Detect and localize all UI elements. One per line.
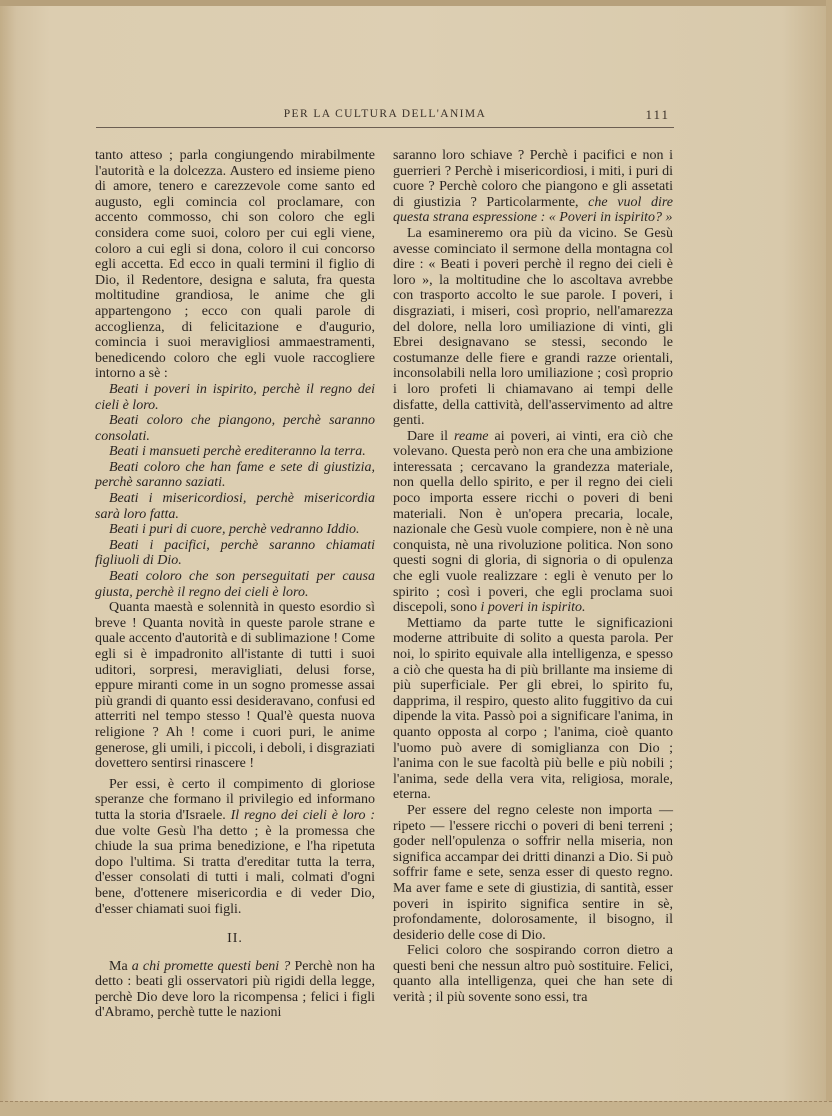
italic-quote: Il regno dei cieli è loro :	[230, 807, 376, 823]
paragraph: La esamineremo ora più da vicino. Se Gesù avesse cominciato il sermone della montagna col dire : « Beati i poveri perchè il regno dei cieli è loro », la moltitudine che lo ascoltava avrebbe con trasporto accolto le sue parole. I poveri, i disgraziati, i miseri, così proprio, nell'amarezza del dolore, nella loro umiliazione di vinti, gli Ebrei designavano se stessi, secondo le costumanze delle fiere e grandi razze orientali, inconsolabili nella loro umiliazione ; così proprio i loro profeti li chiamavano ai tempi delle disfatte, della cattività, dell'asservimento ad altre genti.	[393, 225, 673, 429]
paragraph	[95, 959, 375, 1021]
beatitude-1: Beati i poveri in ispirito, perchè il regno dei cieli è loro.	[95, 381, 375, 413]
paragraph: Felici coloro che sospirando corron dietro a questi beni che nessun altro può sostituire. Felici, quanto alla intelligenza, quei che han sete di verità ; il più sovente sono essi, tra	[393, 943, 673, 1006]
text-run: Ma	[109, 958, 128, 974]
paragraph	[393, 148, 673, 226]
paragraph	[393, 429, 673, 616]
running-header	[96, 108, 674, 124]
text-run: Dare il	[407, 428, 449, 444]
beatitude-8: Beati coloro che son perseguitati per causa giusta, perchè il regno dei cieli è loro.	[95, 569, 375, 600]
paragraph: Quanta maestà e solennità in questo esordio sì breve ! Quanta novità in queste parole strane e quale accento d'autorità e di sublimazione ! Come egli si è impadronito all'istante di tutti i suoi uditori, sorpresi, meravigliati, delusi forse, eppure miranti come in un sogno promesse assai più grandi di quanto essi desideravano, confusi ed atterriti nel tempo stesso ! Qual'è questa nuova religione ? Ah ! come i cuori puri, le anime generose, gli umili, i piccoli, i deboli, i disgraziati dovettero sentirsi rinascere !	[95, 600, 375, 772]
beatitude-6: Beati i puri di cuore, perchè vedranno Iddio.	[109, 522, 360, 538]
italic-question: che vuol dire questa strana espressione : « Poveri in ispirito? »	[393, 194, 673, 226]
beatitude-4: Beati coloro che han fame e sete di giustizia, perchè saranno saziati.	[95, 459, 375, 491]
beatitude-5: Beati i misericordiosi, perchè misericordia sarà loro fatta.	[95, 491, 375, 522]
text-run: due volte Gesù l'ha detto ; è la promessa che chiude la sua prima benedizione, e l'ha ripetuta dopo l'ultima. Si tratta d'ereditar tutta la terra, d'esser consolati di tutti i mali, colmati d'ogni bene, d'ottenere misericordia e di veder Dio, d'esser chiamati suoi figli.	[95, 823, 375, 917]
italic-phrase: i poveri in ispirito.	[480, 600, 586, 616]
page-number: 111	[645, 107, 670, 122]
italic-word: reame	[454, 428, 489, 444]
page-top-edge	[0, 0, 832, 6]
page-right-edge	[826, 0, 832, 1116]
running-title: PER LA CULTURA DELL'ANIMA	[283, 108, 487, 120]
page-bottom-edge	[0, 1101, 832, 1116]
section-heading: II.	[227, 931, 243, 947]
beatitude-3: Beati i mansueti perchè erediteranno la terra.	[109, 444, 366, 460]
text-run: Per essi, è certo il compimento di gloriose speranze che formano il privilegio ed informano tutta la storia d'Israele.	[95, 776, 375, 823]
text-run: ai poveri, ai vinti, era ciò che volevano. Questa però non era che una ambizione interessata ; cercavano la grandezza materiale, non quella dello spirito, e per il regno dei cieli poco importa essere ricchi o poveri di beni materiali. Non è un'opera precaria, locale, nazionale che Gesù vuole compiere, non è nè una conquista, nè una rivoluzione politica. Non sono questi sogni di gloria, di signoria o di opulenza che egli vuole realizzare : egli è venuto per lo spirito ; così i poveri, che egli proclama suoi discepoli, sono	[393, 428, 673, 616]
text-run: Perchè non ha detto : beati gli osservatori più rigidi della legge, perchè Dio deve loro la ricompensa ; felici i figli d'Abramo, perchè tutte le nazioni	[95, 958, 375, 1021]
header-rule	[96, 127, 674, 128]
text-run: saranno loro schiave ? Perchè i pacifici e non i guerrieri ? Perchè i misericordiosi, i miti, i puri di cuore ? Perchè coloro che piangono e gli assetati di giustizia ? Particolarmente,	[393, 148, 673, 210]
paragraph: Mettiamo da parte tutte le significazioni moderne attribuite di solito a questa parola. Per noi, lo spirito equivale alla intelligenza, e spesso a ciò che questa ha di più brillante ma insieme di più superficiale. Per gli ebrei, lo spirito fu, dapprima, il respiro, questo alito fuggitivo da cui dipende la vita. Passò poi a significare l'anima, in quanto opposta al corpo ; l'anima, cioè quanto l'uomo può avere di somiglianza con Dio ; l'anima con le sue facoltà più belle e più nobili ; l'anima, sede della vera vita, religiosa, morale, eterna.	[393, 615, 673, 803]
paragraph	[95, 777, 375, 917]
right-column	[393, 148, 673, 1006]
italic-question: a chi promette questi beni ?	[131, 958, 291, 974]
left-column	[95, 148, 375, 1021]
beatitude-7: Beati i pacifici, perchè saranno chiamati figliuoli di Dio.	[95, 537, 375, 569]
paragraph: tanto atteso ; parla congiungendo mirabilmente l'autorità e la dolcezza. Austero ed insieme pieno di amore, tenero e carezzevole come santo ed augusto, egli comincia col proclamare, con accento commosso, chi son coloro che egli considera come suoi, coloro per cui egli viene, coloro a cui egli si dona, coloro il cui concorso egli accetta. Ed ecco in quali termini il figlio di Dio, il Redentore, designa e saluta, fra questa moltitudine grandiosa, le anime che gli appartengono ; ecco con quali parole di accoglienza, di felicitazione e d'augurio, comincia i suoi meravigliosi ammaestramenti, benedicendo coloro che egli vuole raccogliere intorno a sè :	[95, 148, 375, 382]
beatitude-2: Beati coloro che piangono, perchè saranno consolati.	[95, 413, 375, 444]
paragraph: Per essere del regno celeste non importa — ripeto — l'essere ricchi o poveri di beni terreni ; goder nell'opulenza o soffrir nella miseria, non significa accampar dei dritti dinanzi a Dio. Si può soffrir fame e sete, senza esser di questo regno. Ma aver fame e sete di giustizia, di santità, esser poveri in ispirito significa sentire in sè, profondamente, dolorosamente, il bisogno, il desiderio delle cose di Dio.	[393, 802, 673, 943]
